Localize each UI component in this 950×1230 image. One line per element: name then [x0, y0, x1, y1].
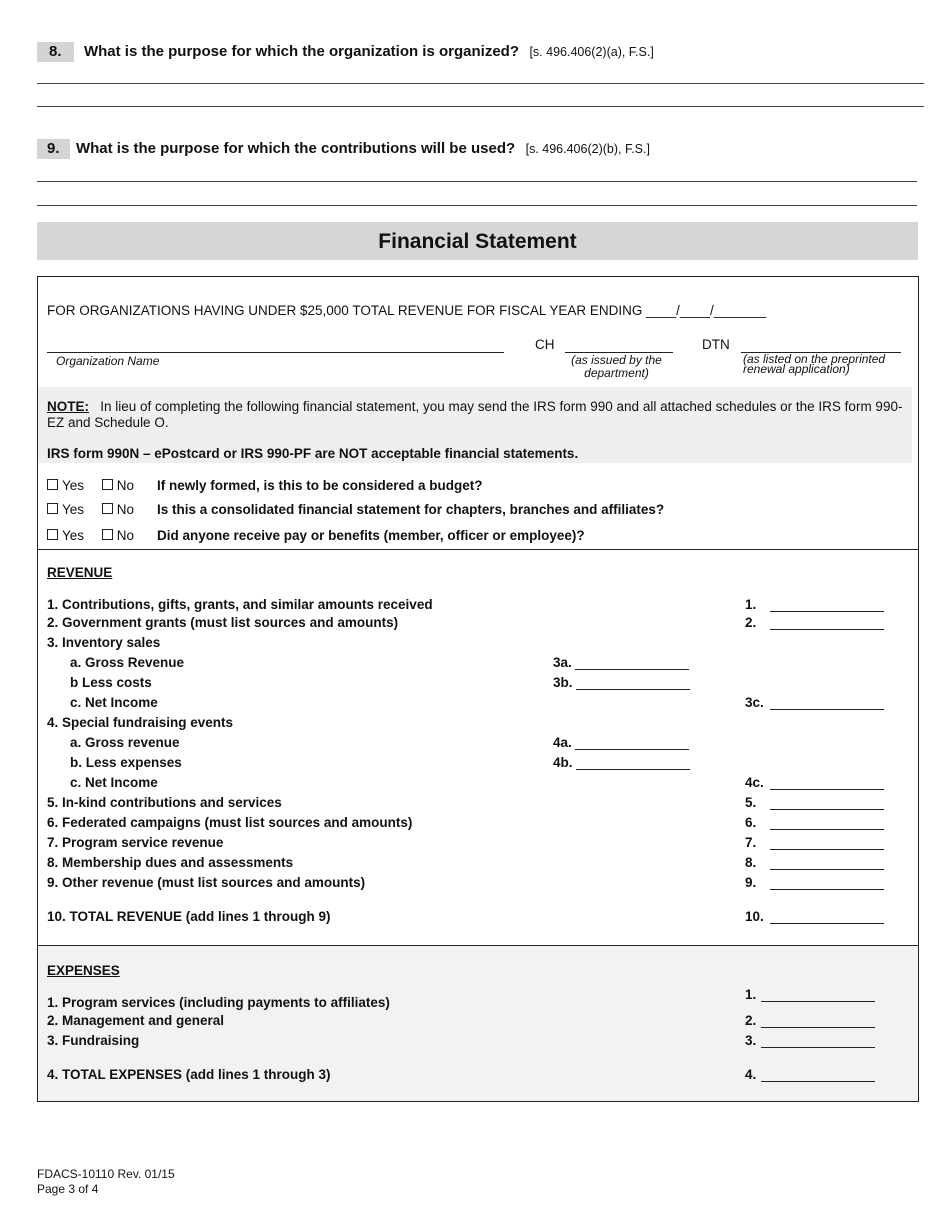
dtn-label: DTN [702, 337, 730, 352]
amount-blank[interactable] [575, 657, 689, 670]
revenue-amount-field[interactable] [745, 615, 884, 630]
yes-option[interactable] [47, 502, 84, 517]
revenue-line-label: a. Gross Revenue [70, 655, 185, 670]
organization-name-field[interactable] [47, 352, 504, 353]
field-label: 9. [745, 875, 757, 890]
revenue-line-label: 3. Inventory sales [47, 635, 161, 650]
amount-blank[interactable] [770, 797, 884, 810]
fiscal-year-line[interactable]: FOR ORGANIZATIONS HAVING UNDER $25,000 TOTAL REVENUE FOR FISCAL YEAR ENDING ____/____/_______ [47, 303, 767, 318]
amount-blank[interactable] [770, 777, 884, 790]
yes-option[interactable] [47, 478, 84, 493]
revenue-amount-field[interactable] [745, 909, 884, 924]
yes-no-row [47, 528, 585, 543]
question-number: 9. [37, 139, 70, 159]
revenue-amount-field[interactable] [745, 795, 884, 810]
revenue-line-label: 2. Government grants (must list sources and amounts) [47, 615, 399, 630]
revenue-amount-field[interactable] [745, 695, 884, 710]
page-number: Page 3 of 4 [37, 1182, 99, 1196]
revenue-subtotal-field[interactable] [553, 675, 690, 690]
revenue-subtotal-field[interactable] [553, 655, 689, 670]
field-label: 3b. [553, 675, 573, 690]
amount-blank[interactable] [770, 599, 884, 612]
field-label: 1. [745, 597, 757, 612]
field-label: 3. [745, 1033, 757, 1048]
checkbox-icon[interactable] [102, 503, 113, 514]
yes-label: Yes [62, 528, 85, 543]
revenue-amount-field[interactable] [745, 835, 884, 850]
revenue-line-label: 10. TOTAL REVENUE (add lines 1 through 9) [47, 909, 331, 924]
revenue-amount-field[interactable] [745, 775, 884, 790]
revenue-subtotal-field[interactable] [553, 735, 689, 750]
field-label: 4b. [553, 755, 573, 770]
yes-no-row [47, 502, 665, 517]
question-8 [37, 42, 654, 62]
question-text: What is the purpose for which the organization is organized? [83, 43, 519, 60]
revenue-amount-field[interactable] [745, 875, 884, 890]
revenue-line-label: 4. Special fundraising events [47, 715, 234, 730]
revenue-line-label: b. Less expenses [70, 755, 182, 770]
statute-reference: [s. 496.406(2)(b), F.S.] [525, 142, 650, 156]
yes-label: Yes [62, 478, 85, 493]
answer-line[interactable] [37, 205, 917, 206]
field-label: 1. [745, 987, 757, 1002]
ch-label: CH [535, 337, 555, 352]
field-label: 8. [745, 855, 757, 870]
no-option[interactable] [102, 478, 134, 493]
revenue-line-label: b Less costs [70, 675, 152, 690]
amount-blank[interactable] [770, 697, 884, 710]
expense-line-label: 3. Fundraising [47, 1033, 140, 1048]
ch-caption-line: (as issued by the [571, 353, 662, 367]
revenue-section [37, 548, 919, 946]
revenue-line-label: 7. Program service revenue [47, 835, 224, 850]
amount-blank[interactable] [761, 1015, 875, 1028]
yes-no-question: Is this a consolidated financial statement for chapters, branches and affiliates? [157, 502, 665, 517]
no-option[interactable] [102, 502, 134, 517]
revenue-line-label: c. Net Income [70, 775, 158, 790]
footer [37, 1167, 175, 1197]
checkbox-icon[interactable] [47, 479, 58, 490]
yes-no-question: If newly formed, is this to be considered a budget? [157, 478, 483, 493]
amount-blank[interactable] [761, 989, 875, 1002]
question-9 [37, 139, 650, 159]
revenue-amount-field[interactable] [745, 597, 884, 612]
note-warning: IRS form 990N – ePostcard or IRS 990-PF are NOT acceptable financial statements. [47, 446, 579, 461]
revenue-line-label: c. Net Income [70, 695, 158, 710]
revenue-line-label: 8. Membership dues and assessments [47, 855, 294, 870]
field-label: 6. [745, 815, 757, 830]
revenue-amount-field[interactable] [745, 815, 884, 830]
expenses-title: EXPENSES [47, 963, 120, 978]
checkbox-icon[interactable] [47, 529, 58, 540]
field-label: 2. [745, 1013, 757, 1028]
answer-line[interactable] [37, 106, 924, 107]
dtn-caption [743, 354, 885, 374]
question-text: What is the purpose for which the contributions will be used? [75, 140, 516, 157]
no-label: No [116, 528, 135, 543]
revenue-line-label: a. Gross revenue [70, 735, 180, 750]
statute-reference: [s. 496.406(2)(a), F.S.] [529, 45, 654, 59]
field-label: 7. [745, 835, 757, 850]
checkbox-icon[interactable] [102, 479, 113, 490]
field-label: 4. [745, 1067, 757, 1082]
amount-blank[interactable] [576, 757, 690, 770]
expense-line-label: 2. Management and general [47, 1013, 225, 1028]
expense-amount-field[interactable] [745, 1013, 875, 1028]
amount-blank[interactable] [770, 617, 884, 630]
field-label: 4c. [745, 775, 764, 790]
ch-caption-line: department) [584, 366, 649, 380]
no-option[interactable] [102, 528, 134, 543]
note-label: NOTE: [47, 399, 89, 414]
expense-amount-field[interactable] [745, 1067, 875, 1082]
revenue-line-label: 9. Other revenue (must list sources and amounts) [47, 875, 366, 890]
revenue-line-label: 1. Contributions, gifts, grants, and similar amounts received [47, 597, 433, 612]
checkbox-icon[interactable] [102, 529, 113, 540]
amount-blank[interactable] [770, 837, 884, 850]
revenue-subtotal-field[interactable] [553, 755, 690, 770]
amount-blank[interactable] [770, 877, 884, 890]
field-label: 5. [745, 795, 757, 810]
expense-amount-field[interactable] [745, 1033, 875, 1048]
dtn-caption-line: (as listed on the preprinted [743, 352, 886, 366]
field-label: 2. [745, 615, 757, 630]
amount-blank[interactable] [575, 737, 689, 750]
amount-blank[interactable] [770, 911, 884, 924]
expense-line-label: 4. TOTAL EXPENSES (add lines 1 through 3) [47, 1067, 331, 1082]
answer-line[interactable] [37, 181, 917, 182]
no-label: No [116, 502, 135, 517]
ch-caption [558, 354, 675, 380]
revenue-title: REVENUE [47, 565, 113, 580]
no-label: No [116, 478, 135, 493]
revenue-amount-field[interactable] [745, 855, 884, 870]
answer-line[interactable] [37, 83, 924, 84]
statement-header-box [37, 276, 919, 550]
amount-blank[interactable] [761, 1069, 875, 1082]
yes-option[interactable] [47, 528, 84, 543]
amount-blank[interactable] [761, 1035, 875, 1048]
checkbox-icon[interactable] [47, 503, 58, 514]
field-label: 10. [745, 909, 764, 924]
revenue-line-label: 5. In-kind contributions and services [47, 795, 282, 810]
amount-blank[interactable] [770, 857, 884, 870]
amount-blank[interactable] [770, 817, 884, 830]
amount-blank[interactable] [576, 677, 690, 690]
yes-no-row [47, 478, 483, 493]
note-text: In lieu of completing the following financial statement, you may send the IRS form 990 and all attached schedules or the IRS form 990-EZ and Schedule O. [47, 399, 903, 430]
form-id: FDACS-10110 Rev. 01/15 [37, 1167, 175, 1181]
yes-no-question: Did anyone receive pay or benefits (member, officer or employee)? [157, 528, 585, 543]
expense-line-label: 1. Program services (including payments to affiliates) [47, 995, 390, 1010]
question-number: 8. [37, 42, 74, 62]
financial-statement-title: Financial Statement [37, 222, 918, 260]
yes-label: Yes [62, 502, 85, 517]
revenue-line-label: 6. Federated campaigns (must list sources and amounts) [47, 815, 413, 830]
field-label: 4a. [553, 735, 572, 750]
field-label: 3c. [745, 695, 764, 710]
expenses-section [37, 945, 919, 1102]
field-label: 3a. [553, 655, 572, 670]
note [47, 399, 909, 431]
expense-amount-field[interactable] [745, 987, 875, 1002]
organization-name-label: Organization Name [56, 354, 160, 368]
dtn-caption-line: renewal application) [743, 362, 850, 376]
